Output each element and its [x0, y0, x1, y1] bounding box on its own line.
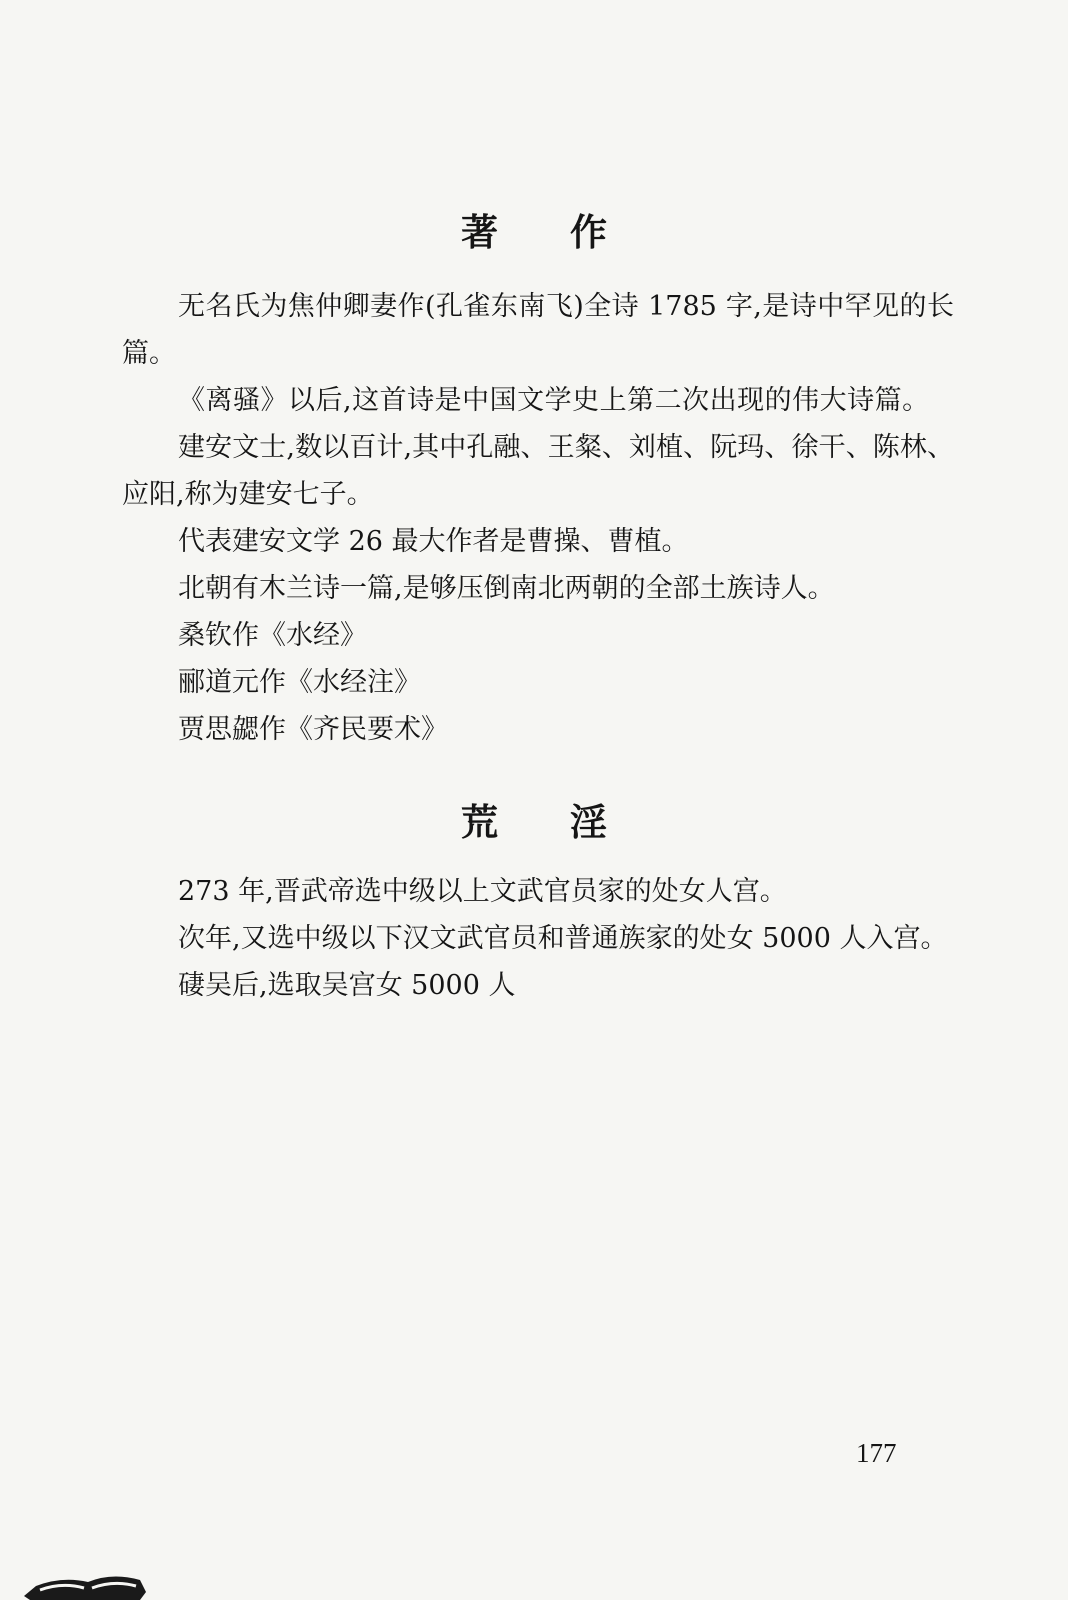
paragraph: 次年,又选中级以下汉文武官员和普通族家的处女 5000 人入宫。 — [178, 923, 948, 954]
paragraph: 建安文士,数以百计,其中孔融、王粲、刘植、阮玛、徐干、陈林、应阳,称为建安七子。 — [122, 432, 954, 510]
book-corner-icon — [22, 1556, 152, 1600]
paragraph: 273 年,晋武帝选中级以上文武官员家的处女人宫。 — [178, 876, 787, 907]
paragraph: 贾思勰作《齐民要术》 — [178, 714, 448, 745]
paragraph: 无名氏为焦仲卿妻作(孔雀东南飞)全诗 1785 字,是诗中罕见的长篇。 — [122, 291, 954, 369]
paragraph: 代表建安文学 26 最大作者是曹操、曹植。 — [178, 526, 689, 557]
page-number: 177 — [856, 1438, 897, 1468]
paragraph: 北朝有木兰诗一篇,是够压倒南北两朝的全部土族诗人。 — [178, 573, 835, 604]
section-body-debauchery — [122, 868, 954, 1009]
section-heading-works: 著作 — [461, 211, 679, 254]
paragraph: 《离骚》以后,这首诗是中国文学史上第二次出现的伟大诗篇。 — [178, 385, 930, 416]
paragraph: 桑钦作《水经》 — [178, 620, 367, 651]
section-body-works — [122, 283, 954, 753]
paragraph: 䃀吴后,选取吴宫女 5000 人 — [178, 970, 516, 1001]
section-heading-debauchery: 荒淫 — [461, 801, 679, 844]
paragraph: 郦道元作《水经注》 — [178, 667, 421, 698]
